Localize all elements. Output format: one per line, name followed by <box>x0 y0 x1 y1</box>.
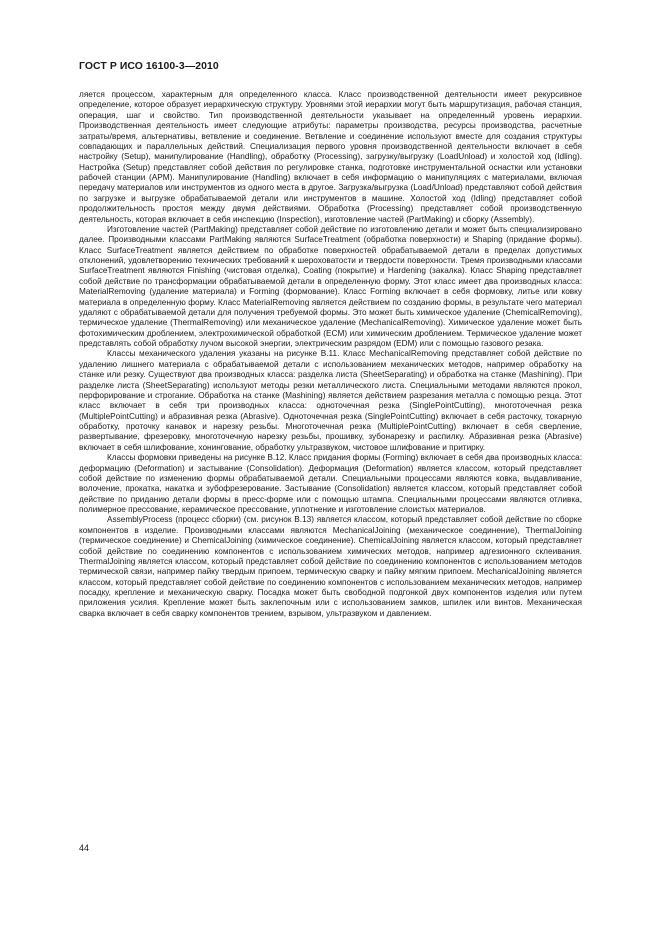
paragraph-1: ляется процессом, характерным для определенного класса. Класс производственной деятельности имеет рекурсивное определение, которое образует иерархическую структуру. Уровнями этой иерархии могут быть маршрутизация, рабочая станция, операция, шаг и свойство. Тип производственной деятельности указывает на определенный уровень иерархии. Производственная деятельность имеет следующие атрибуты: параметры производства, ресурсы производства, расчетные затраты/время, альтернативы, ветвление и соединение. Ветвление и соединение используют вместе для создания структуры совпадающих и параллельных действий. Специализация первого уровня производственной деятельности включает в себя настройку (Setup), манипулирование (Handling), обработку (Processing), загрузку/выгрузку (LoadUnload) и холостой ход (Idling). Настройка (Setup) представляет собой действия по регулировке станка, подготовке инструментальной оснастки или установки рабочей станции (APM). Манипулирование (Handling) включает в себя информацию о манипуляциях с материалами, включая передачу материалов или инструментов из одного места в другое. Загрузка/выгрузка (Load/Unload) представляют собой действия по загрузке и выгрузке обрабатываемой детали или инструментов в машине. Холостой ход (Idling) представляет собой продолжительность простоя между двумя действиями. Обработка (Processing) представляет собой производственную деятельность, которая включает в себя инспекцию (Inspection), изготовление частей (PartMaking) и сборку (Assembly). <box>79 90 582 224</box>
page-number: 44 <box>79 843 90 853</box>
paragraph-2: Изготовление частей (PartMaking) представляет собой действие по изготовлению детали и может быть специализировано далее. Производными классами PartMaking являются SurfaceTreatment (обработка поверхности) и Shaping (придание формы). Класс SurfaceTreatment является действием по обработке поверхностей обрабатываемой детали в пределах допустимых отклонений, удовлетворению технических требований к шероховатости и твердости поверхности. Тремя производными классами SurfaceTreatment являются Finishing (чистовая отделка), Coating (покрытие) и Hardening (закалка). Класс Shaping представляет собой действие по трансформации обрабатываемой детали в определенную форму. Этот класс имеет два производных класса: MaterialRemoving (удаление материала) и Forming (формование). Класс Forming включает в себя формовку, литье или ковку материала в определенную форму. Класс MaterialRemoving является действием по созданию формы, в результате чего материал удаляют с обрабатываемой детали для получения требуемой формы. Это может быть химическое удаление (ChemicalRemoving), термическое удаление (ThermalRemoving) или механическое удаление (MechanicalRemoving). Химическое удаление может быть фотохимическим дроблением, электрохимической обработкой (ECM) или химическим дроблением. Термическое удаление может представлять собой обработку лучом высокой энергии, электрическим разрядом (EDM) или с помощью газового резака. <box>79 224 582 348</box>
document-body <box>79 90 582 619</box>
paragraph-4: Классы формовки приведены на рисунке В.12. Класс придания формы (Forming) включает в себя два производных класса: деформацию (Deformation) и застывание (Consolidation). Деформация (Deformation) является классом, который представляет собой действие по изменению формы обрабатываемой детали. Специальными процессами являются ковка, выдавливание, волочение, прокатка, накатка и зубофрезерование. Застывание (Consolidation) является классом, который представляет собой действие по приданию детали формы в пресс-форме или с помощью штампа. Специальными процессами являются отливка, полимерное прессование, керамическое прессование, уплотнение и изготовление слоистых материалов. <box>79 453 582 514</box>
paragraph-3: Классы механического удаления указаны на рисунке В.11. Класс MechanicalRemoving представляет собой действие по удалению лишнего материала с обрабатываемой детали с использованием механических методов, например обработку на станке или резку. Существуют два производных класса: разделка листа (SheetSeparating) и обработка на станке (Mashining). При разделке листа (SheetSeparating) используют методы резки металлического листа. Специальными методами являются прокол, перфорирование и строгание. Обработка на станке (Mashining) является действием разрезания металла с помощью резца. Этот класс включает в себя три производных класса: одноточечная резка (SinglePointCutting), многоточечная резка (MultiplePointCutting) и абразивная резка (Abrasive). Одноточечная резка (SinglePointCutting) включает в себя расточку, токарную обработку, проточку канавок и нарезку резьбы. Многоточечная резка (MultiplePointCutting) включает в себя сверление, развертывание, фрезеровку, многоточечную нарезку резьбы, прошивку, зубонарезку и распилку. Абразивная резка (Abrasive) включает в себя шлифование, хонингование, обработку ультразвуком, чистовое шлифование и притирку. <box>79 349 582 452</box>
document-header: ГОСТ Р ИСО 16100-3—2010 <box>79 61 219 72</box>
paragraph-5: AssemblyProcess (процесс сборки) (см. рисунок В.13) является классом, который представляет собой действие по сборке компонентов в изделие. Производными классами являются MechanicalJoining (механическое соединение), ThermalJoining (термическое соединение) и ChemicalJoining (химическое соединение). ChemicalJoining является классом, который представляет собой действие по соединению компонентов с использованием химических методов, например адгезионного склеивания. ThermalJoining является классом, который представляет собой действие по соединению компонентов с использованием методов термической связи, например пайку твердым припоем, термическую сварку и пайку мягким припоем. MechanicalJoining является классом, который представляет собой действие по соединению компонентов с использованием механических методов, например посадку, крепление и механическую сварку. Посадка может быть свободной подгонкой двух компонентов изделия или путем приложения усилия. Крепление может быть заклепочным или с использованием замков, шпилек или винтов. Механическая сварка включает в себя сварку компонентов трением, взрывом, ультразвуком и давлением. <box>79 515 582 618</box>
